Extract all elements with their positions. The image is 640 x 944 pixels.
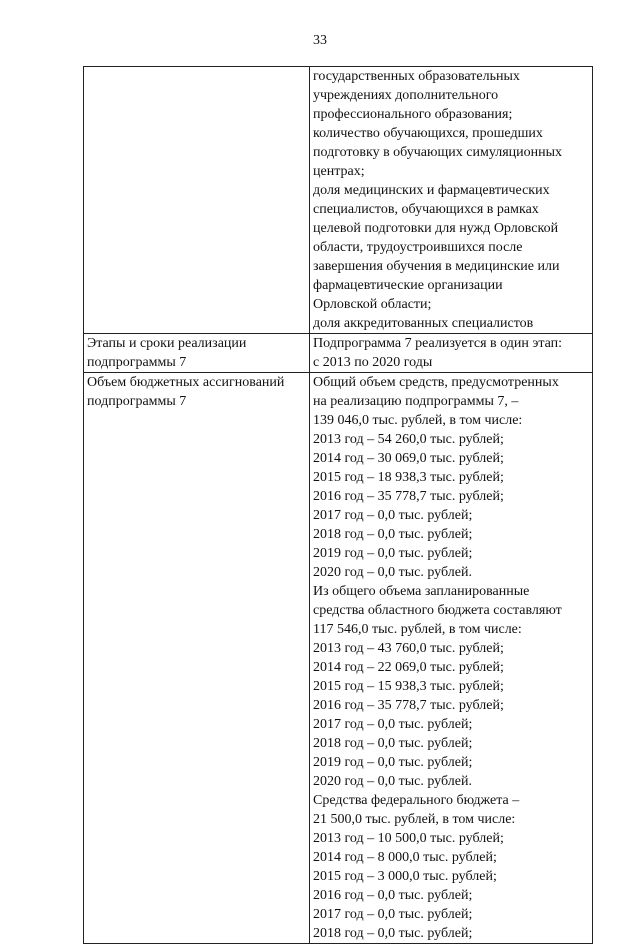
cell-text-line: 2016 год – 0,0 тыс. рублей; xyxy=(313,888,473,903)
cell-text-line: 2016 год – 35 778,7 тыс. рублей; xyxy=(313,489,504,504)
cell-text-line: 2018 год – 0,0 тыс. рублей; xyxy=(313,736,473,751)
cell-text-line: 2013 год – 54 260,0 тыс. рублей; xyxy=(313,432,504,447)
table-body xyxy=(84,67,593,944)
cell-text-line: Средства федерального бюджета – xyxy=(313,793,520,808)
cell-text-line: 2015 год – 18 938,3 тыс. рублей; xyxy=(313,470,504,485)
cell-text-line: 2014 год – 30 069,0 тыс. рублей; xyxy=(313,451,504,466)
cell-text-line: на реализацию подпрограммы 7, – xyxy=(313,394,519,409)
row-label-cell xyxy=(84,67,310,334)
cell-text-line: Этапы и сроки реализации xyxy=(87,336,247,351)
cell-text-line: 2020 год – 0,0 тыс. рублей. xyxy=(313,565,472,580)
cell-text-line: 2015 год – 3 000,0 тыс. рублей; xyxy=(313,869,497,884)
cell-text-line: 117 546,0 тыс. рублей, в том числе: xyxy=(313,622,522,637)
cell-text-line: фармацевтические организации xyxy=(313,278,503,293)
cell-text-line: доля медицинских и фармацевтических xyxy=(313,183,550,198)
cell-text-line: Из общего объема запланированные xyxy=(313,584,530,599)
subprogram-passport-table xyxy=(83,66,593,944)
page-number: 33 xyxy=(313,33,327,48)
table-row xyxy=(84,373,593,944)
cell-text-line: государственных образовательных xyxy=(313,69,520,84)
cell-text-line: центрах; xyxy=(313,164,365,179)
cell-text-line: средства областного бюджета составляют xyxy=(313,603,562,618)
cell-text-line: учреждениях дополнительного xyxy=(313,88,499,103)
row-value-cell xyxy=(310,373,593,944)
cell-text-line: 2015 год – 15 938,3 тыс. рублей; xyxy=(313,679,504,694)
cell-text-line: доля аккредитованных специалистов xyxy=(313,316,534,331)
cell-text-line: 139 046,0 тыс. рублей, в том числе: xyxy=(313,413,523,428)
cell-text-line: 2013 год – 43 760,0 тыс. рублей; xyxy=(313,641,504,656)
cell-text-line: 2016 год – 35 778,7 тыс. рублей; xyxy=(313,698,504,713)
cell-text-line: 2019 год – 0,0 тыс. рублей; xyxy=(313,755,473,770)
cell-text-line: 2017 год – 0,0 тыс. рублей; xyxy=(313,907,473,922)
row-value-cell xyxy=(310,67,593,334)
cell-text-line: специалистов, обучающихся в рамках xyxy=(313,202,539,217)
cell-text-line: подпрограммы 7 xyxy=(87,355,187,370)
cell-text-line: 2019 год – 0,0 тыс. рублей; xyxy=(313,546,473,561)
cell-text-line: 2017 год – 0,0 тыс. рублей; xyxy=(313,717,473,732)
row-label-cell xyxy=(84,373,310,944)
cell-text-line: Орловской области; xyxy=(313,297,432,312)
row-value-cell xyxy=(310,334,593,373)
cell-text-line: подготовку в обучающих симуляционных xyxy=(313,145,563,160)
cell-text-line: завершения обучения в медицинские или xyxy=(313,259,560,274)
cell-text-line: 2013 год – 10 500,0 тыс. рублей; xyxy=(313,831,504,846)
cell-text-line: 2014 год – 22 069,0 тыс. рублей; xyxy=(313,660,504,675)
table-row xyxy=(84,334,593,373)
cell-text-line: области, трудоустроившихся после xyxy=(313,240,523,255)
cell-text-line: 2017 год – 0,0 тыс. рублей; xyxy=(313,508,473,523)
cell-text-line: подпрограммы 7 xyxy=(87,394,187,409)
cell-text-line: 2014 год – 8 000,0 тыс. рублей; xyxy=(313,850,497,865)
cell-text-line: Объем бюджетных ассигнований xyxy=(87,375,285,390)
cell-text-line: профессионального образования; xyxy=(313,107,513,122)
cell-text-line: количество обучающихся, прошедших xyxy=(313,126,543,141)
cell-text-line: 2018 год – 0,0 тыс. рублей; xyxy=(313,527,473,542)
cell-text-line: 21 500,0 тыс. рублей, в том числе: xyxy=(313,812,516,827)
cell-text-line: Общий объем средств, предусмотренных xyxy=(313,375,559,390)
table-row xyxy=(84,67,593,334)
cell-text-line: целевой подготовки для нужд Орловской xyxy=(313,221,559,236)
cell-text-line: 2020 год – 0,0 тыс. рублей. xyxy=(313,774,472,789)
cell-text-line: Подпрограмма 7 реализуется в один этап: xyxy=(313,336,563,351)
cell-text-line: с 2013 по 2020 годы xyxy=(313,355,433,370)
row-label-cell xyxy=(84,334,310,373)
cell-text-line: 2018 год – 0,0 тыс. рублей; xyxy=(313,926,473,941)
